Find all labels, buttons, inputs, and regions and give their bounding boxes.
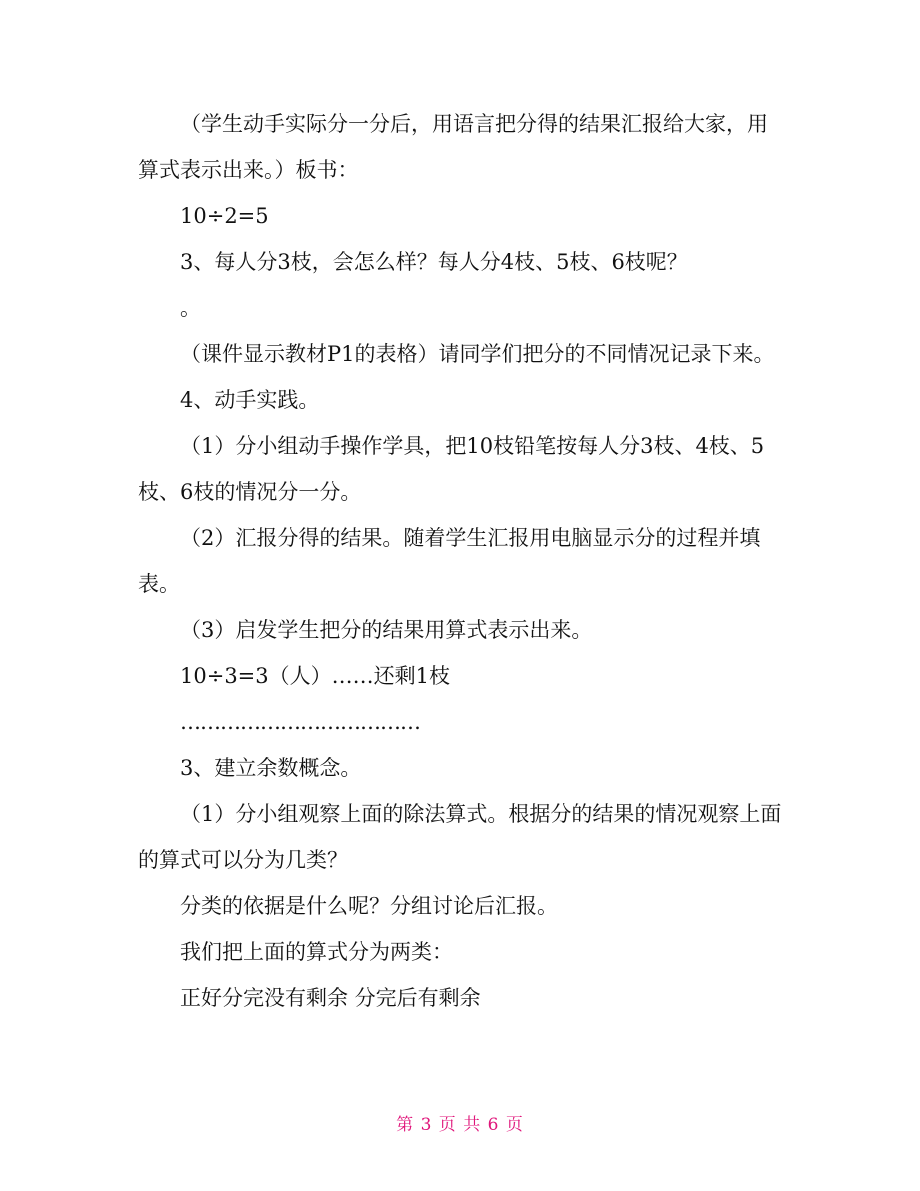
paragraph-ellipsis: ………………………………: [180, 710, 420, 734]
paragraph-step-2: （2）汇报分得的结果。随着学生汇报用电脑显示分的过程并填表。: [138, 526, 761, 596]
page-footer: 第 3 页 共 6 页: [396, 1115, 524, 1135]
paragraph-question-3: 3、每人分3枝，会怎么样？每人分4枝、5枝、6枝呢？: [180, 250, 688, 274]
paragraph-two-categories: 我们把上面的算式分为两类：: [180, 940, 453, 964]
paragraph-step-3: （3）启发学生把分的结果用算式表示出来。: [180, 618, 593, 642]
paragraph-equation-10-div-3: 10÷3=3（人）……还剩1枝: [180, 664, 450, 688]
paragraph-category-labels: 正好分完没有剩余 分完后有剩余: [180, 986, 481, 1010]
paragraph-equation-10-div-2: 10÷2=5: [180, 204, 269, 228]
paragraph-observe-equations: （1）分小组观察上面的除法算式。根据分的结果的情况观察上面的算式可以分为几类？: [138, 802, 782, 872]
paragraph-hands-on-practice: 4、动手实践。: [180, 388, 320, 412]
document-body: [138, 101, 788, 1021]
paragraph-classification-basis: 分类的依据是什么呢？分组讨论后汇报。: [180, 894, 558, 918]
paragraph-courseware-table: （课件显示教材P1的表格）请同学们把分的不同情况记录下来。: [180, 342, 775, 366]
paragraph-student-report: （学生动手实际分一分后，用语言把分得的结果汇报给大家，用算式表示出来。）板书：: [138, 112, 768, 182]
paragraph-step-1: （1）分小组动手操作学具，把10枝铅笔按每人分3枝、4枝、5枝、6枝的情况分一分。: [138, 434, 765, 504]
paragraph-remainder-concept: 3、建立余数概念。: [180, 756, 362, 780]
paragraph-period: 。: [180, 296, 201, 320]
